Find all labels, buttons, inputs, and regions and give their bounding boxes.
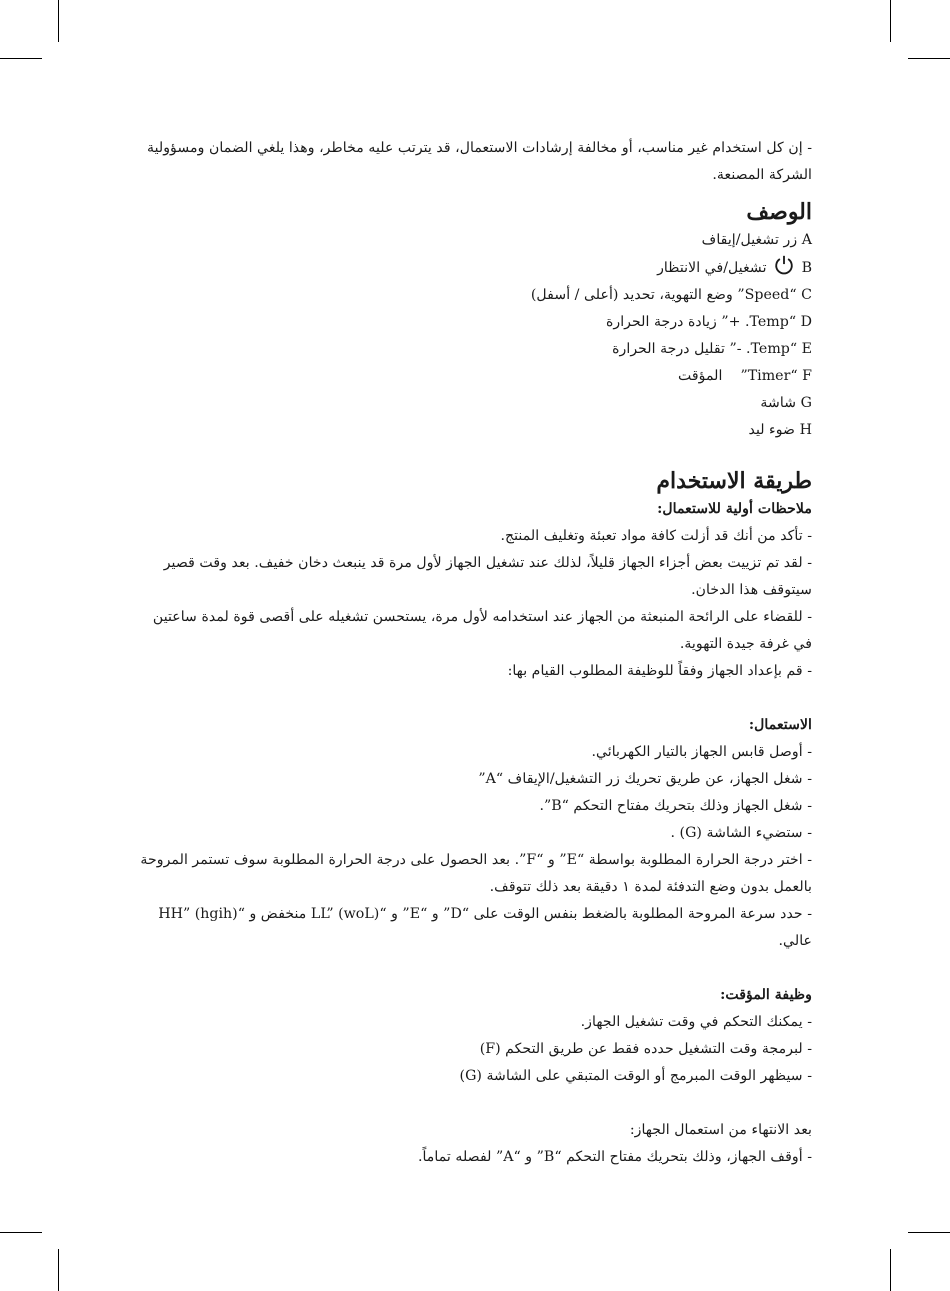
description-item: B تشغيل/في الانتظار xyxy=(140,254,812,282)
preliminary-item: - للقضاء على الرائحة المنبعثة من الجهاز عند استخدامه لأول مرة، يستحسن تشغيله على أقصى قوة لمدة ساعتين في غرفة جيدة التهوية. xyxy=(152,609,812,652)
crop-mark xyxy=(890,0,891,42)
description-item: A زر تشغيل/إيقاف xyxy=(701,232,812,248)
preliminary-heading: ملاحظات أولية للاستعمال: xyxy=(657,501,812,517)
operation-item: - أوصل قابس الجهاز بالتيار الكهربائي. xyxy=(591,744,812,760)
description-item: G شاشة xyxy=(760,395,812,411)
crop-mark xyxy=(58,1249,59,1291)
operation-item: - شغل الجهاز، عن طريق تحريك زر التشغيل/الإيقاف “A” xyxy=(478,771,812,787)
usage-title: طريقة الاستخدام xyxy=(656,468,812,494)
timer-heading: وظيفة المؤقت: xyxy=(720,987,812,1003)
description-item: H ضوء ليد xyxy=(748,422,812,438)
description-item: E “Temp. -” تقليل درجة الحرارة xyxy=(612,341,812,357)
crop-mark xyxy=(58,0,59,42)
timer-item: - لبرمجة وقت التشغيل حدده فقط عن طريق التحكم (F) xyxy=(479,1041,812,1057)
description-item: F “Timer”المؤقت xyxy=(677,368,812,384)
preliminary-item: - لقد تم تزييت بعض أجزاء الجهاز قليلاً، لذلك عند تشغيل الجهاز لأول مرة قد ينبعث دخان خفيف. بعد وقت قصير سيتوقف هذا الدخان. xyxy=(163,555,812,598)
timer-item: - سيظهر الوقت المبرمج أو الوقت المتبقي على الشاشة (G) xyxy=(459,1068,812,1084)
operation-item: - ستضيء الشاشة (G) . xyxy=(670,825,812,841)
crop-mark xyxy=(908,58,950,59)
description-item: D “Temp. +” زيادة درجة الحرارة xyxy=(605,314,812,330)
document-body xyxy=(140,135,812,1171)
crop-mark xyxy=(0,58,42,59)
operation-item: - اختر درجة الحرارة المطلوبة بواسطة “E” و “F”. بعد الحصول على درجة الحرارة المطلوبة سوف تستمر المروحة بالعمل بدون وضع التدفئة لمدة ١ دقيقة بعد ذلك تتوقف. xyxy=(140,852,812,895)
preliminary-item: - تأكد من أنك قد أزلت كافة مواد تعبئة وتغليف المنتج. xyxy=(500,528,812,544)
power-icon xyxy=(773,254,795,276)
intro-warning: - إن كل استخدام غير مناسب، أو مخالفة إرشادات الاستعمال، قد يترتب عليه مخاطر، وهذا يلغي الضمان ومسؤولية الشركة المصنعة. xyxy=(147,140,812,183)
description-title: الوصف xyxy=(746,199,812,225)
description-item: C “Speed” وضع التهوية، تحديد (أعلى / أسفل) xyxy=(530,287,812,303)
description-list xyxy=(140,227,812,444)
operation-item: - شغل الجهاز وذلك بتحريك مفتاح التحكم “B”. xyxy=(539,798,812,814)
crop-mark xyxy=(0,1232,42,1233)
after-use-item: - أوقف الجهاز، وذلك بتحريك مفتاح التحكم “B” و “A” لفصله تماماً. xyxy=(417,1149,812,1165)
after-use-heading: بعد الانتهاء من استعمال الجهاز: xyxy=(629,1122,812,1138)
operation-heading: الاستعمال: xyxy=(748,717,812,733)
crop-mark xyxy=(908,1232,950,1233)
operation-item: - حدد سرعة المروحة المطلوبة بالضغط بنفس الوقت على “D” و “E” و “LL” (woL) منخفض و “HH” (hgih) عالي. xyxy=(158,906,812,949)
preliminary-item: - قم بإعداد الجهاز وفقاً للوظيفة المطلوب القيام بها: xyxy=(507,663,812,679)
crop-mark xyxy=(890,1249,891,1291)
timer-item: - يمكنك التحكم في وقت تشغيل الجهاز. xyxy=(580,1014,812,1030)
